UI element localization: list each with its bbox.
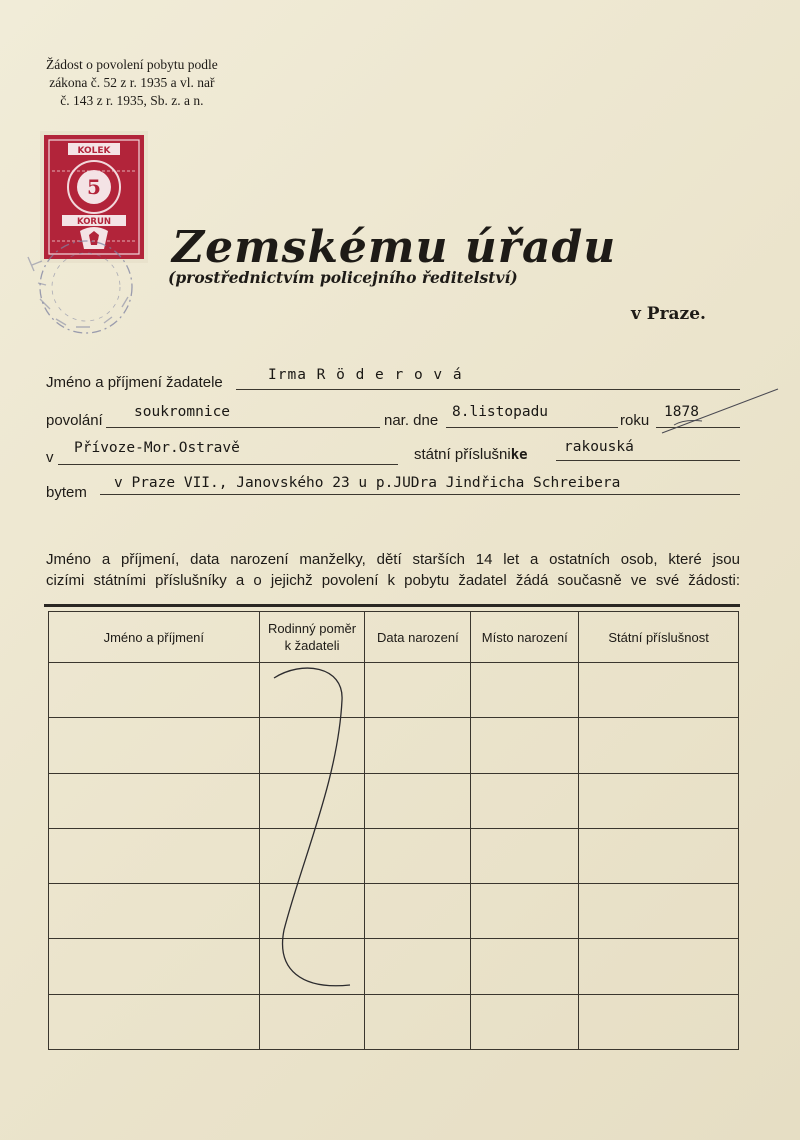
postmark bbox=[18, 235, 148, 345]
table-cell[interactable] bbox=[471, 718, 579, 773]
table-row bbox=[49, 828, 739, 883]
stamp-top-label: KOLEK bbox=[77, 146, 111, 156]
table-cell[interactable] bbox=[49, 939, 260, 994]
citizenship-value: rakouská bbox=[564, 439, 634, 455]
table-row bbox=[49, 773, 739, 828]
table-row bbox=[49, 994, 739, 1049]
table-cell[interactable] bbox=[259, 994, 365, 1049]
table-cell[interactable] bbox=[365, 939, 471, 994]
table-row bbox=[49, 939, 739, 994]
table-cell[interactable] bbox=[49, 773, 260, 828]
residence-value: v Praze VII., Janovského 23 u p.JUDra Jindřicha Schreibera bbox=[114, 475, 621, 491]
table-cell[interactable] bbox=[471, 994, 579, 1049]
table-cell[interactable] bbox=[471, 828, 579, 883]
table-cell[interactable] bbox=[49, 994, 260, 1049]
table-top-rule bbox=[44, 604, 740, 607]
residence-underline bbox=[100, 494, 740, 495]
table-cell[interactable] bbox=[49, 718, 260, 773]
office-subtitle: (prostřednictvím policejního ředitelství) bbox=[168, 268, 518, 287]
citizenship-suffix: ke bbox=[510, 447, 528, 463]
table-cell[interactable] bbox=[49, 828, 260, 883]
table-row bbox=[49, 663, 739, 718]
column-header-citizenship: Státní příslušnost bbox=[579, 612, 739, 663]
pen-stroke bbox=[660, 385, 780, 435]
table-cell[interactable] bbox=[365, 828, 471, 883]
table-cell[interactable] bbox=[579, 773, 739, 828]
law-line: Žádost o povolení pobytu podle bbox=[46, 57, 218, 72]
table-cell[interactable] bbox=[579, 828, 739, 883]
table-cell[interactable] bbox=[365, 994, 471, 1049]
table-cell[interactable] bbox=[471, 773, 579, 828]
stamp-denomination: 5 bbox=[87, 175, 101, 199]
table-cell[interactable] bbox=[579, 994, 739, 1049]
table-cell[interactable] bbox=[365, 773, 471, 828]
dependents-intro bbox=[46, 549, 740, 591]
year-label: roku bbox=[620, 412, 650, 429]
office-city: v Praze. bbox=[631, 304, 706, 324]
table-cell[interactable] bbox=[365, 884, 471, 939]
occupation-underline bbox=[106, 427, 380, 428]
law-line: č. 143 z r. 1935, Sb. z. a n. bbox=[60, 93, 204, 108]
column-header-relation: Rodinný poměr k žadateli bbox=[259, 612, 365, 663]
born-value: 8.listopadu bbox=[452, 404, 549, 420]
law-reference bbox=[46, 56, 218, 110]
residence-label: bytem bbox=[46, 484, 87, 501]
name-label: Jméno a příjmení žadatele bbox=[46, 374, 223, 391]
year-value: 1878 bbox=[664, 404, 699, 420]
dependents-table bbox=[48, 611, 739, 1050]
table-row bbox=[49, 884, 739, 939]
stamp-currency: KORUN bbox=[77, 217, 111, 227]
table-row bbox=[49, 718, 739, 773]
handwritten-bracket-mark bbox=[262, 660, 362, 1000]
table-cell[interactable] bbox=[365, 663, 471, 718]
table-header-row bbox=[49, 612, 739, 663]
born-label: nar. dne bbox=[384, 412, 439, 429]
name-value: Irma R ö d e r o v á bbox=[268, 367, 463, 383]
column-header-birthplace: Místo narození bbox=[471, 612, 579, 663]
citizenship-label-text: státní příslušni bbox=[414, 446, 511, 463]
intro-line: cizími státními příslušníky a o jejichž povolení k pobytu žadatel žádá současně ve své žádosti: bbox=[46, 572, 740, 589]
table-cell[interactable] bbox=[579, 939, 739, 994]
citizenship-underline bbox=[556, 460, 740, 461]
table-cell[interactable] bbox=[365, 718, 471, 773]
law-line: zákona č. 52 z r. 1935 a vl. nař bbox=[49, 75, 215, 90]
table-cell[interactable] bbox=[49, 663, 260, 718]
table-cell[interactable] bbox=[579, 663, 739, 718]
born-underline bbox=[446, 427, 618, 428]
column-header-name: Jméno a příjmení bbox=[49, 612, 260, 663]
table-cell[interactable] bbox=[471, 663, 579, 718]
occupation-label: povolání bbox=[46, 412, 103, 429]
birthplace-value: Přívoze-Mor.Ostravě bbox=[74, 440, 240, 456]
table-cell[interactable] bbox=[471, 884, 579, 939]
table-cell[interactable] bbox=[579, 718, 739, 773]
table-cell[interactable] bbox=[579, 884, 739, 939]
intro-line: Jméno a příjmení, data narození manželky, dětí starších 14 let a ostatních osob, které jsou bbox=[46, 551, 740, 568]
office-title: Zemskému úřadu bbox=[172, 222, 617, 273]
table-cell[interactable] bbox=[49, 884, 260, 939]
occupation-value: soukromnice bbox=[134, 404, 231, 420]
citizenship-label bbox=[414, 446, 528, 463]
birthplace-underline bbox=[58, 464, 398, 465]
column-header-birthdate: Data narození bbox=[365, 612, 471, 663]
birthplace-label: v bbox=[46, 449, 54, 466]
table-cell[interactable] bbox=[471, 939, 579, 994]
